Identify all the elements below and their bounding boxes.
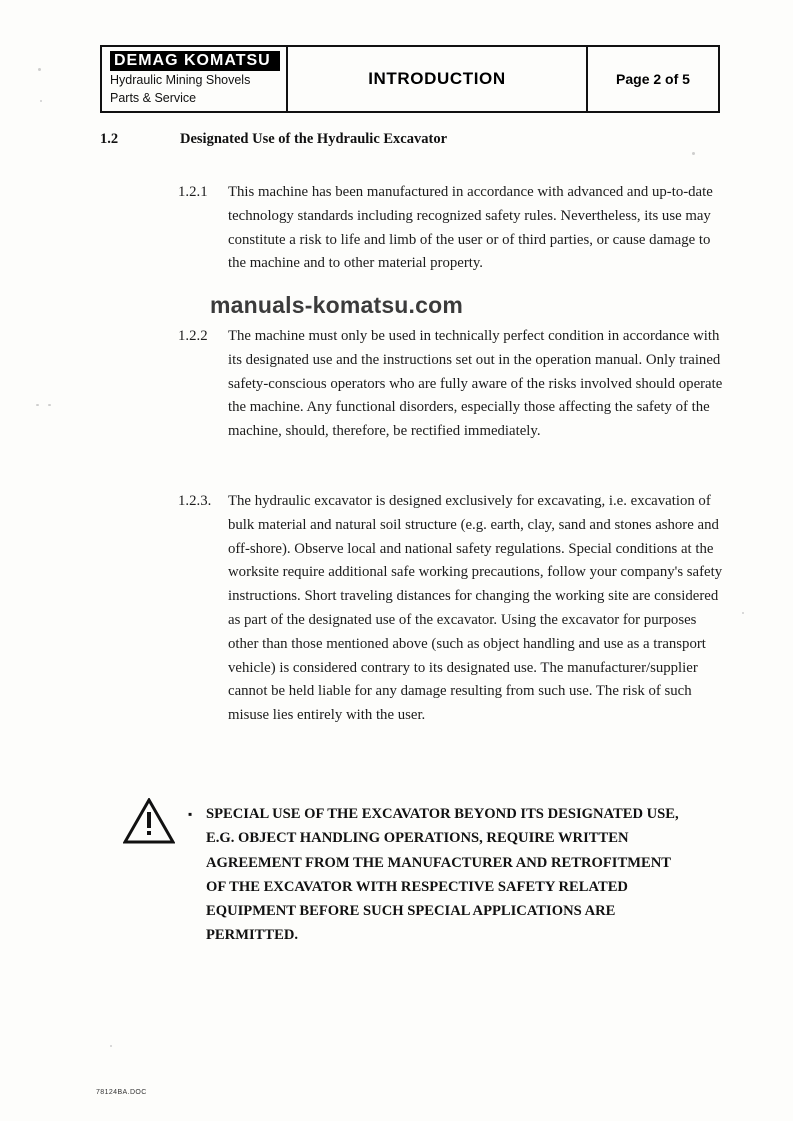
section-number: 1.2 — [100, 131, 119, 147]
brand-subtitle-2: Parts & Service — [110, 91, 197, 106]
scan-speckle — [110, 1045, 112, 1047]
paragraph-1-2-2 — [178, 325, 723, 444]
header-logo-cell — [102, 47, 288, 111]
paragraph-text: The machine must only be used in technically perfect condition in accordance with its designated use and the instructions set out in the operation manual. Only trained safety-conscious operators who are fully aware of the risks involved should operate the machine. Any functional disorders, especially those affecting the safety of the machine, should, therefore, be rectified immediately. — [228, 328, 723, 440]
paragraph-index: 1.2.3. — [178, 493, 212, 509]
warning-text: SPECIAL USE OF THE EXCAVATOR BEYOND ITS DESIGNATED USE, E.G. OBJECT HANDLING OPERATIONS, REQUIRE WRITTEN AGREEMENT FROM THE MANUFACTURER AND RETROFITMENT OF THE EXCAVATOR WITH RESPECTIVE SAFETY RELATED EQUIPMENT BEFORE SUCH SPECIAL APPLICATIONS ARE PERMITTED. — [206, 806, 679, 944]
paragraph-1-2-1 — [178, 181, 723, 276]
brand-subtitle-1: Hydraulic Mining Shovels — [110, 73, 251, 88]
section-title: Designated Use of the Hydraulic Excavator — [180, 131, 448, 147]
scan-speckle — [38, 68, 41, 71]
warning-triangle-icon — [123, 798, 175, 844]
footer-document-code: 78124BA.DOC — [96, 1089, 147, 1096]
page-header — [100, 45, 720, 113]
page-number: Page 2 of 5 — [616, 71, 690, 87]
bullet-icon: ▪ — [188, 807, 193, 821]
document-title: INTRODUCTION — [368, 69, 506, 88]
scan-speckle — [36, 404, 39, 406]
scan-speckle — [40, 100, 42, 102]
header-title-cell — [288, 47, 588, 111]
warning-note — [188, 802, 688, 948]
paragraph-text: This machine has been manufactured in accordance with advanced and up-to-date technology standards including recognized safety rules. Nevertheless, its use may constitute a risk to life and limb of the user or of third parties, or cause damage to the machine and to other material property. — [228, 184, 713, 272]
scan-speckle — [692, 152, 695, 155]
paragraph-index: 1.2.2 — [178, 328, 208, 344]
watermark: manuals-komatsu.com — [210, 292, 464, 318]
section-heading — [100, 131, 720, 148]
paragraph-1-2-3 — [178, 490, 723, 728]
paragraph-text: The hydraulic excavator is designed exclusively for excavating, i.e. excavation of bulk material and natural soil structure (e.g. earth, clay, sand and stones ashore and off-shore). Observe local and national safety regulations. Special conditions at the worksite require additional safe working precautions, follow your company's safety instructions. Short traveling distances for changing the working site are considered as part of the designated use of the excavator. Using the excavator for purposes other than those mentioned above (such as object handling and use as a transport vehicle) is considered contrary to its designated use. The manufacturer/supplier cannot be held liable for any damage resulting from such use. The risk of such misuse lies entirely with the user. — [228, 493, 723, 724]
header-page-cell — [588, 47, 718, 111]
brand-logo: DEMAG KOMATSU — [110, 51, 280, 71]
scan-speckle — [742, 612, 744, 614]
paragraph-index: 1.2.1 — [178, 184, 208, 200]
scan-speckle — [48, 404, 51, 406]
